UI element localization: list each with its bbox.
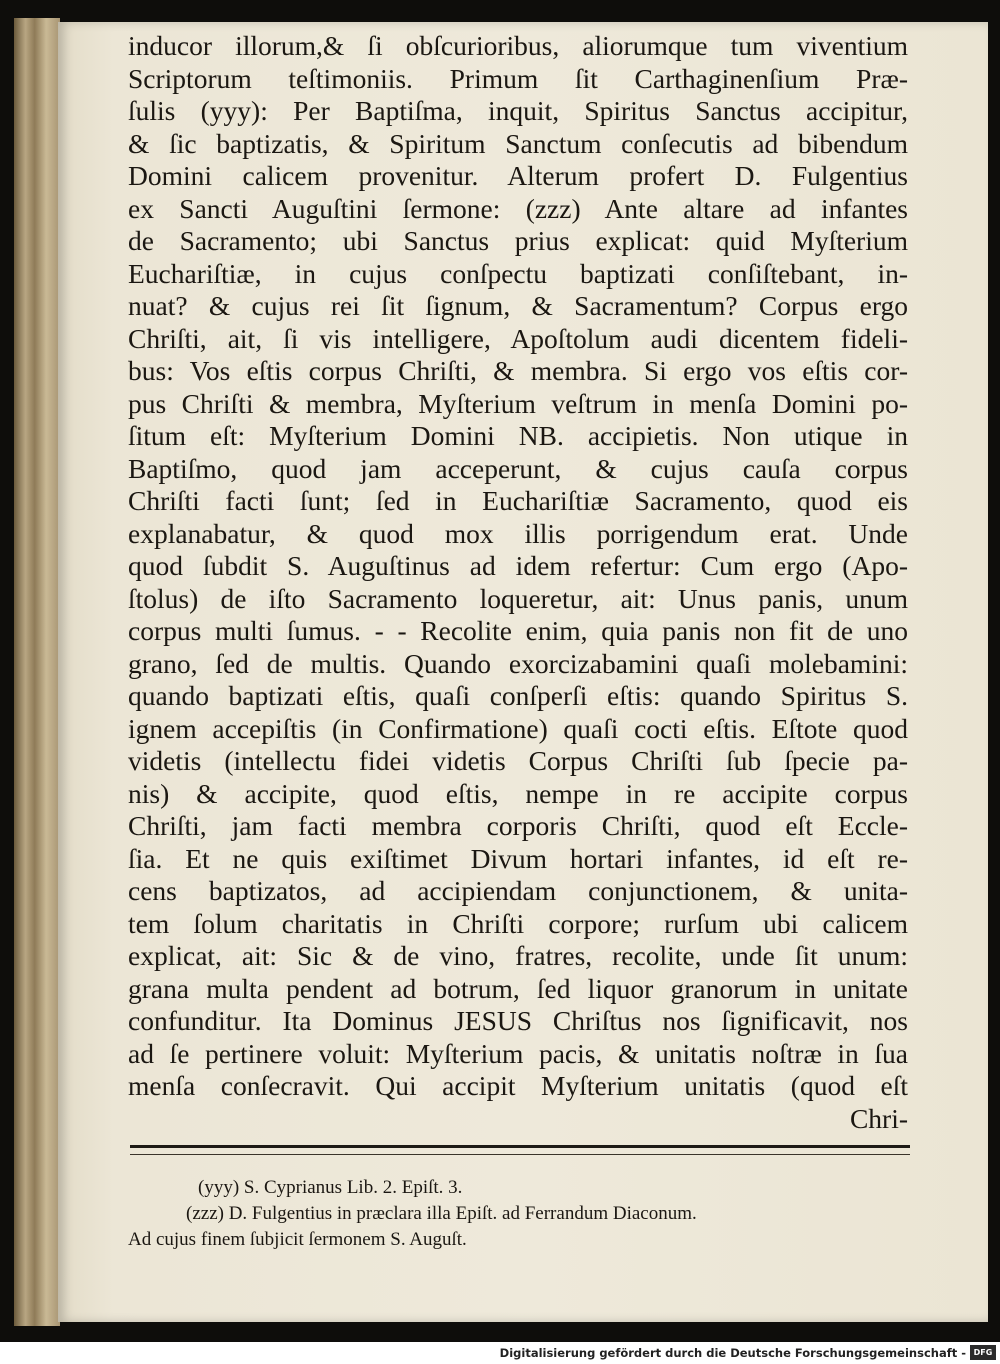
text-line: ſulis (yyy): Per Baptiſma, inquit, Spiritus Sanctus accipitur,: [128, 95, 908, 126]
text-line: grano, ſed de multis. Quando exorcizabamini quaſi molebamini:: [128, 647, 908, 679]
text-line: nis) & accipite, quod eſtis, nempe in re accipite corpus: [128, 777, 908, 809]
footnote-zzz-continued: Ad cujus finem ſubjicit ſermonem S. Auguſt.: [128, 1229, 467, 1250]
text-line: & ſic baptizatis, & Spiritum Sanctum conſecutis ad bibendum: [128, 127, 908, 159]
text-line: tem ſolum charitatis in Chriſti corpore; rurſum ubi calicem: [128, 907, 908, 939]
book-page-edges: [14, 18, 60, 1326]
text-line: menſa conſecravit. Qui accipit Myſterium unitatis (quod eſt: [128, 1070, 908, 1101]
text-line: videtis (intellectu fidei videtis Corpus Chriſti ſub ſpecie pa-: [128, 745, 908, 776]
text-line: Scriptorum teſtimoniis. Primum ſit Carthaginenſium Præ-: [128, 62, 908, 94]
text-line: bus: Vos eſtis corpus Chriſti, & membra. Si ergo vos eſtis cor-: [128, 355, 908, 386]
text-line: quod ſubdit S. Auguſtinus ad idem refertur: Cum ergo (Apo-: [128, 550, 908, 581]
text-line: ex Sancti Auguſtini ſermone: (zzz) Ante altare ad infantes: [128, 192, 908, 224]
text-line: grana multa pendent ad botrum, ſed liquor granorum in unitate: [128, 972, 908, 1004]
text-line: ad ſe pertinere voluit: Myſterium pacis, & unitatis noſtræ in ſua: [128, 1037, 908, 1069]
text-line: ſitum eſt: Myſterium Domini NB. accipietis. Non utique in: [128, 420, 908, 451]
text-line: Baptiſmo, quod jam acceperunt, & cujus cauſa corpus: [128, 452, 908, 484]
text-line: quando baptizati eſtis, quaſi conſperſi eſtis: quando Spiritus S.: [128, 680, 908, 711]
text-line: de Sacramento; ubi Sanctus prius explicat: quid Myſterium: [128, 225, 908, 256]
main-text-block: [128, 30, 908, 1135]
digitization-credit: Digitalisierung gefördert durch die Deutsche Forschungsgemeinschaft -: [499, 1346, 966, 1360]
footnotes: [128, 1175, 908, 1253]
text-line: Chriſti, jam facti membra corporis Chriſti, quod eſt Eccle-: [128, 810, 908, 841]
text-line: nuat? & cujus rei ſit ſignum, & Sacramentum? Corpus ergo: [128, 290, 908, 321]
footnote-yyy: (yyy) S. Cyprianus Lib. 2. Epiſt. 3.: [198, 1177, 463, 1198]
text-line: ſia. Et ne quis exiſtimet Divum hortari infantes, id eſt re-: [128, 842, 908, 874]
text-line: explicat, ait: Sic & de vino, fratres, recolite, unde ſit unum:: [128, 940, 908, 971]
text-line: inducor illorum,& ſi obſcurioribus, aliorumque tum viventium: [128, 30, 908, 61]
text-line: ignem accepiſtis (in Confirmatione) quaſi cocti eſtis. Eſtote quod: [128, 712, 908, 744]
text-line: cens baptizatos, ad accipiendam conjunctionem, & unita-: [128, 875, 908, 906]
text-line: ſtolus) de iſto Sacramento loqueretur, ait: Unus panis, unum: [128, 582, 908, 614]
text-line: Domini calicem provenitur. Alterum profert D. Fulgentius: [128, 160, 908, 191]
footnote-rule: [130, 1145, 910, 1155]
dfg-logo: DFG: [970, 1345, 996, 1360]
text-line: Euchariſtiæ, in cujus conſpectu baptizati conſiſtebant, in-: [128, 257, 908, 289]
text-line: explanabatur, & quod mox illis porrigendum erat. Unde: [128, 517, 908, 549]
text-line: confunditur. Ita Dominus JESUS Chriſtus nos ſignificavit, nos: [128, 1005, 908, 1036]
catchword: Chri-: [849, 1102, 908, 1134]
text-line: Chriſti facti ſunt; ſed in Euchariſtiæ Sacramento, quod eis: [128, 485, 908, 516]
text-line: corpus multi ſumus. - - Recolite enim, quia panis non fit de uno: [128, 615, 908, 646]
text-line: pus Chriſti & membra, Myſterium veſtrum in menſa Domini po-: [128, 387, 908, 419]
footnote-zzz: (zzz) D. Fulgentius in præclara illa Epiſt. ad Ferrandum Diaconum.: [186, 1203, 697, 1224]
text-line: Chriſti, ait, ſi vis intelligere, Apoſtolum audi dicentem fideli-: [128, 322, 908, 354]
